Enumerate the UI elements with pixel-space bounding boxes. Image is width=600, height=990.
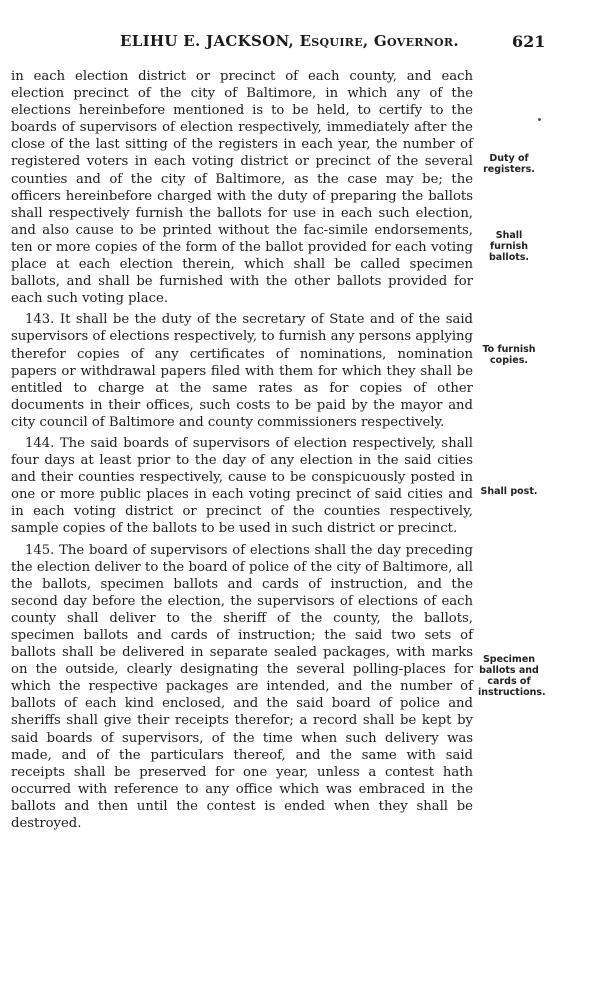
paragraph-continued: in each election district or precinct of each county, and each election precinct of the city of Baltimore, in which any of the elections hereinbefore mentioned is to be held, to certify to the boards of supervisors of election respectively, immediately after the close of the last sitting of the registers in each year, the number of registered voters in each voting district or precinct of the several counties and of the city of Baltimore, as the case may be; the officers hereinbefore charged with the duty of preparing the ballots shall respectively furnish the ballots for use in each such election, and also cause to be printed without the fac-simile endorsements, ten or more copies of the form of the ballot provided for each voting place at each election therein, which shall be called specimen ballots, and shall be furnished with the other ballots provided for each such voting place.	[11, 69, 473, 307]
page-header	[0, 32, 600, 54]
body-text	[11, 68, 473, 836]
print-speck	[538, 118, 541, 121]
paragraph-section-143: 143. It shall be the duty of the secretary of State and of the said supervisors of elections respectively, to furnish any persons applying therefor copies of any certificates of nominations, nomination papers or withdrawal papers filed with them for which they shall be entitled to charge at the same rates as for copies of other documents in their offices, such costs to be paid by the mayor and city council of Baltimore and county commissioners respectively.	[11, 312, 473, 430]
margin-note-to-furnish-copies: To furnish copies.	[482, 344, 536, 366]
margin-note-specimen-ballots: Specimen ballots and cards of instructions.	[478, 654, 546, 698]
margin-note-shall-furnish-ballots: Shall furnish ballots.	[488, 230, 530, 263]
paragraph-section-144: 144. The said boards of supervisors of election respectively, shall four days at least prior to the day of any election in the said cities and their counties respectively, cause to be conspicuously posted in one or more public places in each voting precinct of said cities and in each voting district or precinct of the counties respectively, sample copies of the ballots to be used in such district or precinct.	[11, 435, 473, 537]
running-title-rest: Esquire, Governor.	[299, 32, 459, 50]
paragraph-section-145: 145. The board of supervisors of elections shall the day preceding the election deliver to the board of police of the city of Baltimore, all the ballots, specimen ballots and cards of instruction, and the second day before the election, the supervisors of elections of each county shall deliver to the sheriff of the county, the ballots, specimen ballots and cards of instruction; the said two sets of ballots shall be delivered in separate sealed packages, with marks on the outside, clearly designating the several polling-places for which the respective packages are intended, and the number of ballots of each kind enclosed, and the said board of police and sheriffs shall give their receipts therefor; a record shall be kept by said boards of supervisors, of the time when such delivery was made, and of the particulars thereof, and the same with said receipts shall be preserved for one year, unless a contest hath occurred with reference to any office which was embraced in the ballots and then until the contest is ended when they shall be destroyed.	[11, 542, 473, 832]
running-title-name: ELIHU E. JACKSON,	[120, 32, 300, 50]
margin-note-duty-of-registers: Duty of registers.	[483, 153, 535, 175]
margin-note-shall-post: Shall post.	[480, 486, 538, 497]
page-number: 621	[512, 32, 546, 51]
running-title	[120, 32, 459, 50]
